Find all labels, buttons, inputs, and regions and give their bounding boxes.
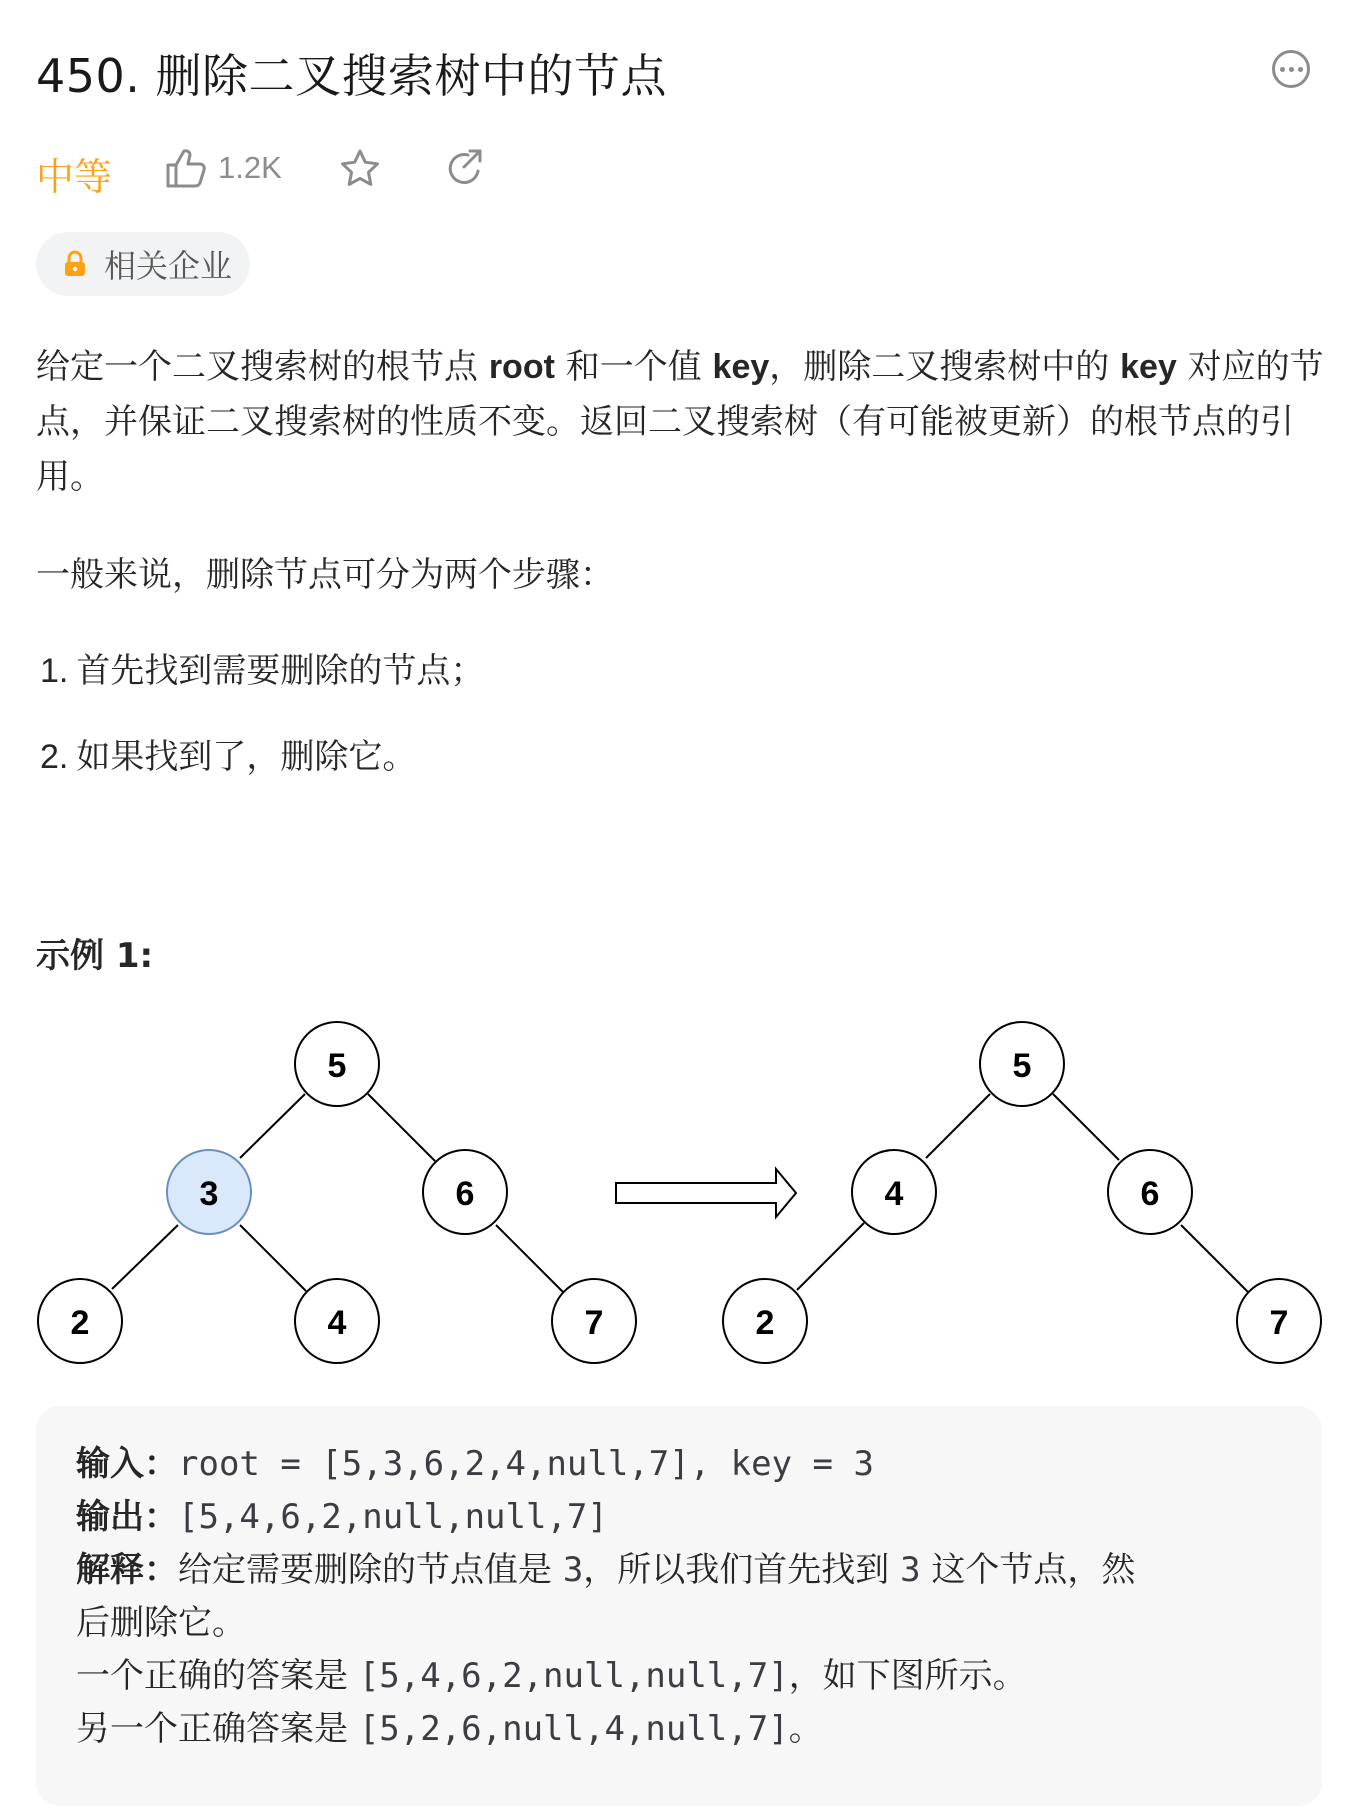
related-companies-label: 相关企业 [104, 247, 233, 285]
example-output [76, 1491, 608, 1544]
example-answer-1 [76, 1650, 1027, 1703]
explain-text: 给定需要删除的节点值是 [178, 1550, 563, 1590]
like-button[interactable] [164, 146, 282, 190]
node-label: 3 [199, 1175, 219, 1213]
node-label: 2 [70, 1304, 90, 1342]
share-icon[interactable] [442, 147, 486, 191]
step-number: 1. [40, 652, 69, 690]
input-value: root = [5,3,6,2,4,null,7], key = 3 [178, 1444, 874, 1484]
thumbs-up-icon [164, 146, 208, 190]
tree-before [38, 1022, 636, 1363]
answer-text: 一个正确的答案是 [76, 1656, 359, 1696]
example-input [76, 1438, 874, 1491]
tree-after [723, 1022, 1321, 1363]
like-count: 1.2K [218, 150, 282, 185]
desc-text: ，删除二叉搜索树中的 [769, 347, 1121, 387]
step-text: 如果找到了，删除它。 [76, 737, 417, 777]
step-item [40, 644, 484, 699]
explain-code: 3 [562, 1550, 584, 1590]
example-explanation [76, 1544, 1135, 1597]
difficulty-badge: 中等 [36, 155, 113, 199]
answer-text: 另一个正确答案是 [76, 1709, 359, 1749]
more-dot-icon [1298, 67, 1303, 72]
desc-code-key: key [1120, 348, 1177, 386]
favorite-star-icon[interactable] [338, 147, 382, 191]
node-label: 7 [1269, 1304, 1289, 1342]
desc-text: 对应的节点，并保证二叉搜索树的性质不变。返回二叉搜索树（有可能被更新）的根节点的引用。 [36, 347, 1324, 497]
answer-code: [5,2,6,null,4,null,7] [358, 1709, 789, 1749]
bst-diagram [0, 1000, 1369, 1380]
answer-code: [5,4,6,2,null,null,7] [358, 1656, 789, 1696]
answer-text: 。 [788, 1709, 823, 1749]
related-companies-tag[interactable] [36, 232, 250, 296]
transform-arrow [616, 1169, 796, 1217]
node-label: 2 [755, 1304, 775, 1342]
more-dot-icon [1280, 67, 1285, 72]
desc-text: 给定一个二叉搜索树的根节点 [36, 347, 489, 387]
explain-code: 3 [900, 1550, 921, 1590]
step-number: 2. [40, 738, 69, 776]
more-dot-icon [1289, 67, 1294, 72]
lock-icon [62, 250, 88, 278]
explain-label: 解释： [76, 1550, 178, 1590]
steps-intro: 一般来说，删除节点可分为两个步骤： [36, 555, 614, 595]
step-text: 首先找到需要删除的节点； [76, 651, 485, 691]
description-paragraph [36, 340, 1336, 505]
output-value: [5,4,6,2,null,null,7] [178, 1497, 608, 1537]
input-label: 输入： [76, 1444, 178, 1484]
example-code-block [36, 1406, 1322, 1806]
explain-text: ，所以我们首先找到 [583, 1550, 901, 1590]
example-heading: 示例 1: [36, 936, 154, 976]
example-answer-2 [76, 1703, 823, 1756]
explain-text: 这个节点，然 [920, 1550, 1136, 1590]
node-label: 6 [455, 1175, 475, 1213]
output-label: 输出： [76, 1497, 178, 1537]
node-label: 4 [327, 1304, 347, 1342]
node-label: 7 [584, 1304, 604, 1342]
desc-text: 和一个值 [554, 347, 713, 387]
step-item [40, 730, 416, 785]
desc-code-root: root [488, 348, 555, 386]
more-options-button[interactable] [1272, 50, 1310, 88]
node-label: 5 [1012, 1047, 1032, 1085]
node-label: 4 [884, 1175, 904, 1213]
desc-code-key: key [712, 348, 770, 386]
problem-title: 450. 删除二叉搜索树中的节点 [36, 49, 668, 103]
answer-text: ，如下图所示。 [788, 1656, 1027, 1696]
node-label: 6 [1140, 1175, 1160, 1213]
node-label: 5 [327, 1047, 347, 1085]
example-explanation-cont: 后删除它。 [76, 1603, 246, 1643]
